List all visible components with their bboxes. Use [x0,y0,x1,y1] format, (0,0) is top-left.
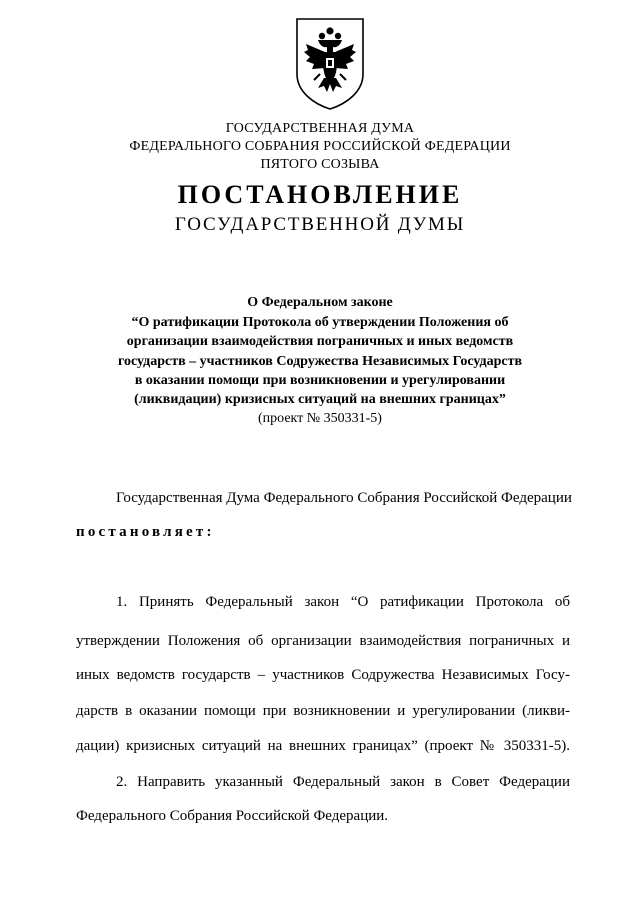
convocation-line: ПЯТОГО СОЗЫВА [260,157,380,172]
org-name-line-1: ГОСУДАРСТВЕННАЯ ДУМА [225,121,415,136]
paragraph-line: 1. Принять Федеральный закон “О ратификации Протокола об [116,594,570,610]
paragraph-line: 2. Направить указанный Федеральный закон в Совет Федерации [116,774,570,790]
law-title-line: “О ратификации Протокола об утверждении Положения об [131,315,509,330]
org-name-line-2: ФЕДЕРАЛЬНОГО СОБРАНИЯ РОССИЙСКОЙ ФЕДЕРАЦИИ [129,139,511,154]
paragraph-line: утверждении Положения об организации взаимодействия пограничных и [76,633,570,649]
law-title-line: государств – участников Содружества Независимых Государств [117,354,523,369]
law-title-line: в оказании помощи при возникновении и урегулировании [134,373,506,388]
russian-coat-of-arms-icon [294,16,366,112]
paragraph-line: иных ведомств государств – участников Содружества Независимых Госу- [76,667,570,683]
paragraph-line: Федерального Собрания Российской Федерации. [76,808,389,824]
law-title-line: (ликвидации) кризисных ситуаций на внешних границах” [134,392,506,407]
preamble: Государственная Дума Федерального Собрания Российской Федерации [116,490,572,506]
paragraph-line: дации) кризисных ситуаций на внешних границах” (проект № 350331-5). [76,738,570,754]
law-title-line: организации взаимодействия пограничных и иных ведомств [126,334,514,349]
document-type-subtitle: ГОСУДАРСТВЕННОЙ ДУМЫ [174,214,466,235]
document-type-title: ПОСТАНОВЛЕНИЕ [177,180,463,209]
paragraph-line: дарств в оказании помощи при возникновении и урегулировании (ликви- [76,703,570,719]
draft-number: (проект № 350331-5) [258,411,382,426]
decree-word: постановляет: [76,524,215,540]
law-title-line: О Федеральном законе [247,295,393,310]
